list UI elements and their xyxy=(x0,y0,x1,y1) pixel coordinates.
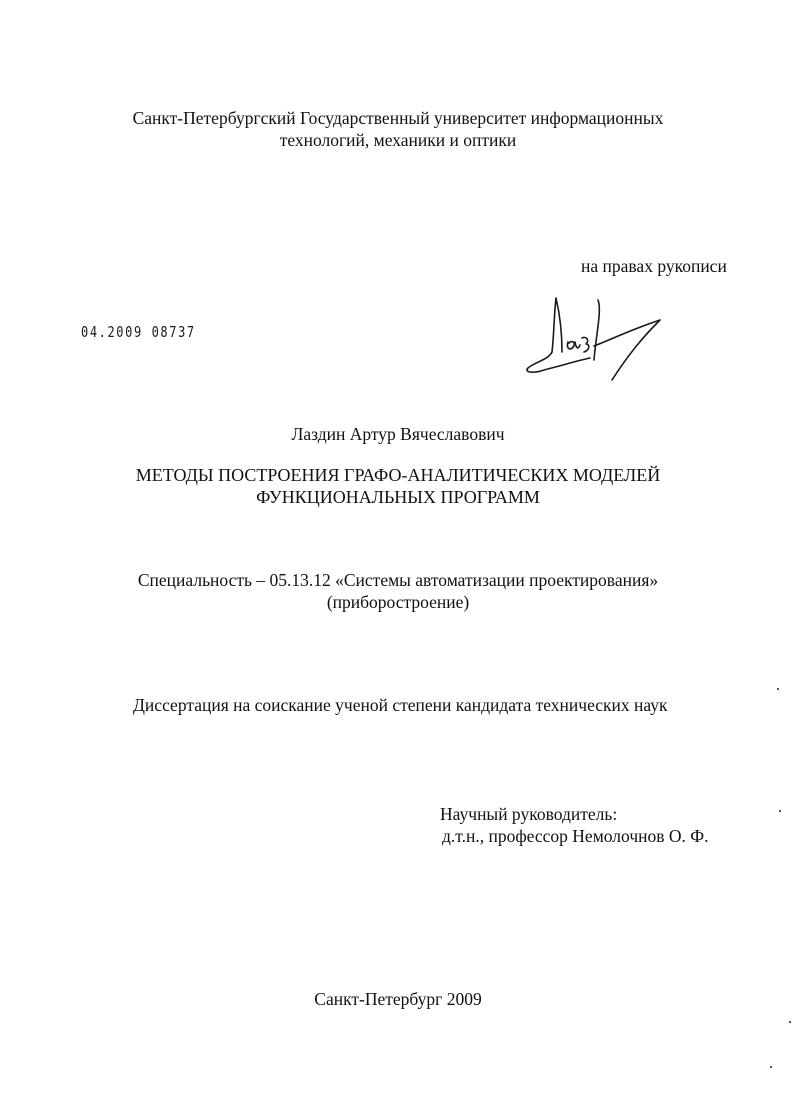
author-name: Лаздин Артур Вячеславович xyxy=(291,424,505,444)
institution-name xyxy=(0,107,796,151)
specialty xyxy=(0,569,796,613)
scan-speck xyxy=(789,1021,791,1023)
thesis-title-line-1: МЕТОДЫ ПОСТРОЕНИЯ ГРАФО-АНАЛИТИЧЕСКИХ МОДЕЛЕЙ xyxy=(135,465,661,485)
specialty-line-1: Специальность – 05.13.12 «Системы автоматизации проектирования» xyxy=(137,570,659,590)
institution-line-1: Санкт-Петербургский Государственный университет информационных xyxy=(132,108,664,128)
scientific-advisor xyxy=(440,803,708,847)
manuscript-note: на правах рукописи xyxy=(581,256,727,276)
thesis-title-line-2: ФУНКЦИОНАЛЬНЫХ ПРОГРАММ xyxy=(256,487,540,507)
scan-speck xyxy=(770,1066,772,1068)
advisor-name: д.т.н., профессор Немолочнов О. Ф. xyxy=(442,826,709,846)
signature-icon xyxy=(520,290,690,395)
city-year: Санкт-Петербург 2009 xyxy=(314,989,482,1009)
registry-stamp: 04.2009 08737 xyxy=(81,323,196,341)
scan-speck xyxy=(777,688,779,690)
specialty-line-2: (приборостроение) xyxy=(326,592,470,612)
scan-speck xyxy=(779,810,781,812)
advisor-label: Научный руководитель: xyxy=(440,804,618,824)
thesis-title xyxy=(0,464,796,508)
institution-line-2: технологий, механики и оптики xyxy=(279,130,517,150)
degree-statement: Диссертация на соискание ученой степени кандидата технических наук xyxy=(133,695,668,715)
